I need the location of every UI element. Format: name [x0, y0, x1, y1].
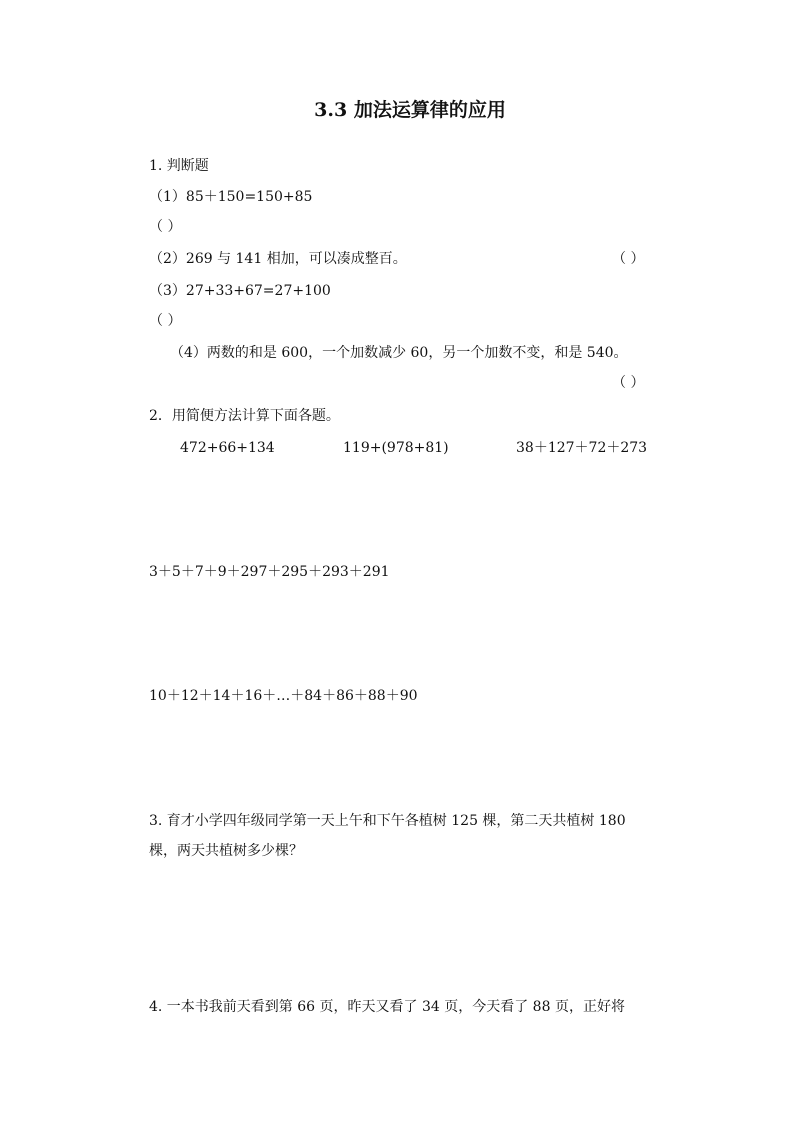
q1-item-2-blank[interactable]: （ ） [612, 251, 645, 267]
page-title: 3.3 加法运算律的应用 [314, 99, 506, 121]
q1-item-3-blank[interactable]: （ ） [149, 313, 182, 329]
q2-expr-3: 38＋127＋72＋273 [516, 440, 648, 456]
q1-item-1-text: （1）85＋150=150+85 [149, 189, 313, 205]
q1-item-3-text: （3）27+33+67=27+100 [149, 283, 331, 299]
q2-expr-2: 119+(978+81) [343, 440, 449, 456]
q1-item-4-blank[interactable]: （ ） [612, 375, 645, 391]
q1-item-1-blank[interactable]: （ ） [149, 219, 182, 235]
q1-item-4-text: （4）两数的和是 600，一个加数减少 60，另一个加数不变，和是 540。 [170, 345, 628, 361]
q1-item-2-text: （2）269 与 141 相加，可以凑成整百。 [149, 251, 407, 267]
q2-expr-5: 10＋12＋14＋16＋…＋84＋86＋88＋90 [149, 688, 418, 704]
q2-expr-4: 3＋5＋7＋9＋297＋295＋293＋291 [149, 564, 390, 580]
q3-line-1: 3. 育才小学四年级同学第一天上午和下午各植树 125 棵，第二天共植树 180 [149, 813, 626, 829]
q2-heading: 2．用简便方法计算下面各题。 [149, 408, 340, 424]
q1-heading: 1. 判断题 [149, 158, 209, 174]
q4-line-1: 4. 一本书我前天看到第 66 页，昨天又看了 34 页，今天看了 88 页，正好将 [149, 999, 625, 1015]
q2-expr-1: 472+66+134 [180, 440, 275, 456]
q3-line-2: 棵，两天共植树多少棵？ [149, 843, 303, 859]
